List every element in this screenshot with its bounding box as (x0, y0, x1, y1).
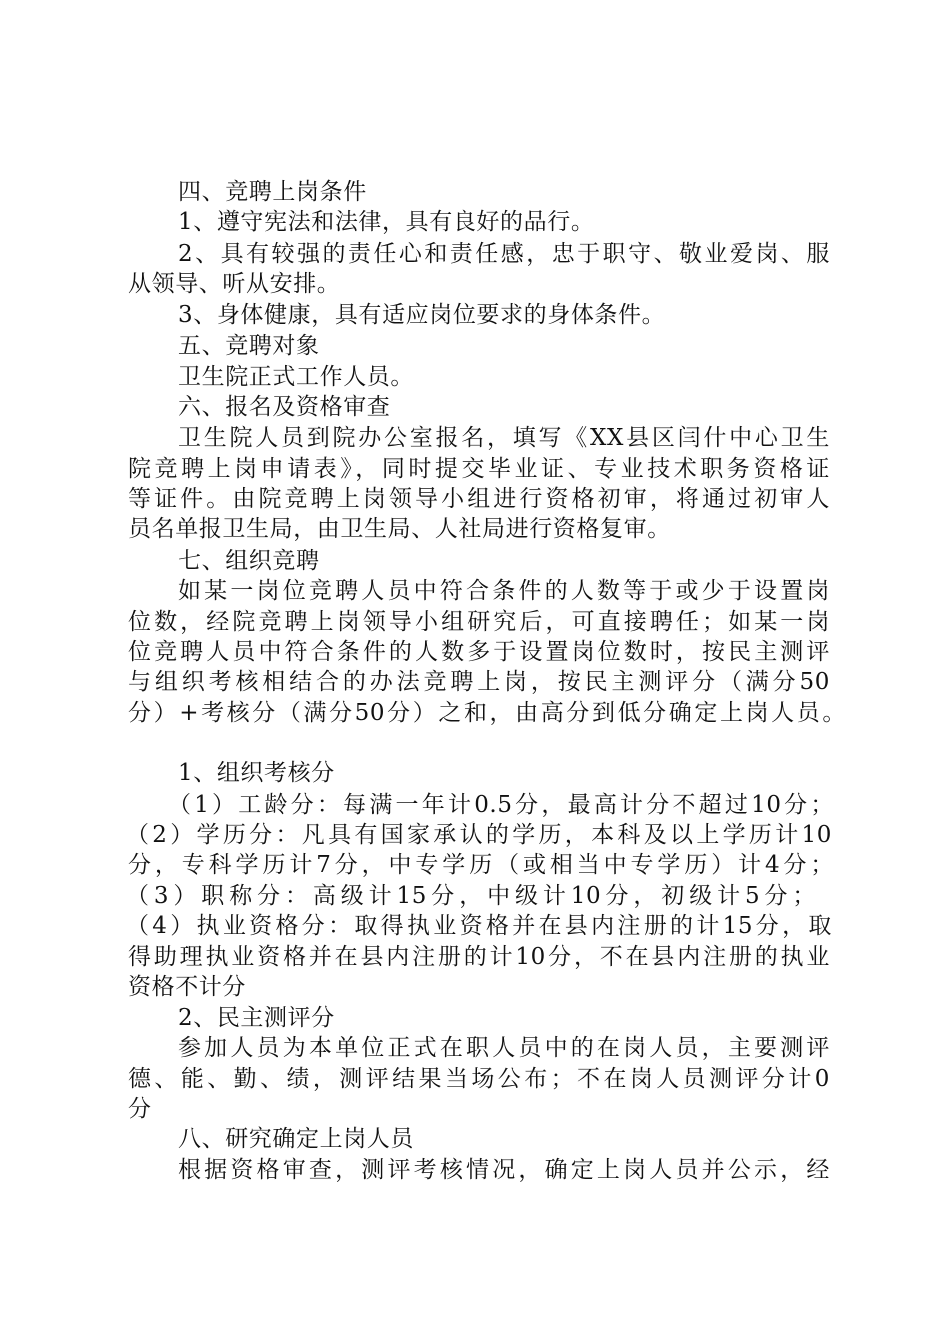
condition-item-3: 3、身体健康，具有适应岗位要求的身体条件。 (178, 302, 666, 328)
assessment-item-4-line-2: 得助理执业资格并在县内注册的计10分，不在县内注册的执业 (128, 944, 830, 970)
registration-paragraph-line-3: 等证件。由院竞聘上岗领导小组进行资格初审，将通过初审人 (128, 486, 830, 512)
registration-paragraph-line-2: 院竞聘上岗申请表》，同时提交毕业证、专业技术职务资格证 (128, 456, 830, 482)
assessment-item-2-line-1: （2）学历分：凡具有国家承认的学历，本科及以上学历计10 (126, 822, 832, 848)
evaluation-paragraph-line-3: 分 (128, 1096, 152, 1122)
section-heading-7: 七、组织竞聘 (178, 548, 320, 574)
condition-item-2-line-2: 从领导、听从安排。 (128, 271, 341, 297)
competition-paragraph-line-1: 如某一岗位竞聘人员中符合条件的人数等于或少于设置岗 (178, 578, 830, 604)
evaluation-paragraph-line-2: 德、能、勤、绩，测评结果当场公布；不在岗人员测评分计0 (128, 1066, 830, 1092)
assessment-item-4-line-3: 资格不计分 (128, 974, 246, 1000)
assessment-item-4-line-1: （4）执业资格分：取得执业资格并在县内注册的计15分，取 (126, 913, 832, 939)
assessment-item-1: （1）工龄分：每满一年计0.5分，最高计分不超过10分； (168, 792, 834, 818)
assessment-item-3: （3）职称分：高级计15分，中级计10分，初级计5分； (126, 883, 816, 909)
section-heading-8: 八、研究确定上岗人员 (178, 1126, 414, 1152)
confirmation-paragraph-line-1: 根据资格审查，测评考核情况，确定上岗人员并公示，经 (178, 1157, 830, 1183)
condition-item-1: 1、遵守宪法和法律，具有良好的品行。 (178, 209, 595, 235)
assessment-heading-1: 1、组织考核分 (178, 760, 335, 786)
section-heading-5: 五、竞聘对象 (178, 333, 320, 359)
assessment-item-2-line-2: 分，专科学历计7分，中专学历（或相当中专学历）计4分； (128, 852, 834, 878)
competition-paragraph-line-4: 与组织考核相结合的办法竞聘上岗，按民主测评分（满分50 (128, 669, 830, 695)
evaluation-paragraph-line-1: 参加人员为本单位正式在职人员中的在岗人员，主要测评 (178, 1035, 830, 1061)
registration-paragraph-line-4: 员名单报卫生局，由卫生局、人社局进行资格复审。 (128, 516, 671, 542)
registration-paragraph-line-1: 卫生院人员到院办公室报名，填写《XX县区闫什中心卫生 (178, 425, 830, 451)
condition-item-2-line-1: 2、具有较强的责任心和责任感，忠于职守、敬业爱岗、服 (178, 241, 830, 267)
section-heading-6: 六、报名及资格审查 (178, 394, 391, 420)
section-heading-4: 四、竞聘上岗条件 (178, 179, 367, 205)
target-paragraph: 卫生院正式工作人员。 (178, 364, 414, 390)
competition-paragraph-line-3: 位竞聘人员中符合条件的人数多于设置岗位数时，按民主测评 (128, 639, 830, 665)
assessment-heading-2: 2、民主测评分 (178, 1005, 335, 1031)
competition-paragraph-line-5: 分）+考核分（满分50分）之和，由高分到低分确定上岗人员。 (128, 700, 846, 726)
competition-paragraph-line-2: 位数，经院竞聘上岗领导小组研究后，可直接聘任；如某一岗 (128, 609, 830, 635)
